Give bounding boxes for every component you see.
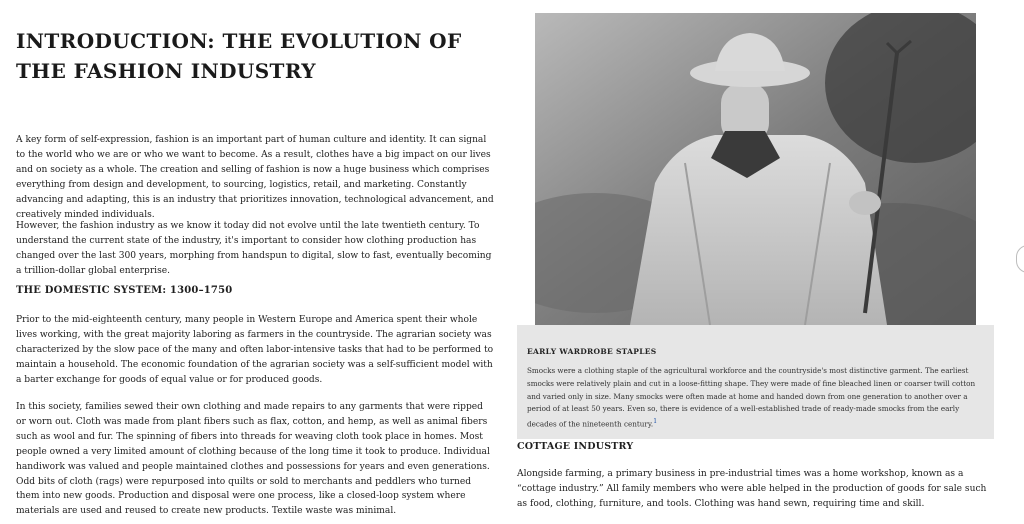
cottage-paragraph-text: Alongside farming, a primary business in pre-industrial times was a home workshop, known as a “cottage industry.” All family members who were able helped in the production of goods for sale such as food, clothing, furniture, and tools. Clothing was hand sewn, requiring time and skill. [517, 469, 987, 509]
caption-title: EARLY WARDROBE STAPLES [527, 347, 657, 356]
domestic-paragraph-2-text: In this society, families sewed their own clothing and made repairs to any garments that were ripped or worn out. Cloth was made from plant fibers such as flax, cotton, and hemp, as well as animal fibers such as wool and fur. The spinning of fibers into threads for weaving cloth took place in homes. Most people owned a very limited amount of clothing because of the long time it took to produce. Individual handiwork was valued and people maintained clothes and possessions for years and even generations. Odd bits of cloth (rags) were repurposed into quilts or sold to merchants and peddlers who turned them into new goods. Production and disposal were one process, like a closed-loop system where materials are used and reused to create new products. Textile waste was minimal. [16, 402, 490, 517]
domestic-system-heading: THE DOMESTIC SYSTEM: 1300–1750 [16, 285, 233, 296]
photo-illustration [535, 13, 976, 325]
intro-paragraph-1 [16, 133, 494, 222]
historical-photo-farmer-in-smock [535, 13, 976, 325]
page-title [16, 26, 494, 86]
caption-text [527, 365, 979, 431]
cottage-paragraph [517, 467, 995, 512]
caption-text-body: Smocks were a clothing staple of the agricultural workforce and the countryside's most distinctive garment. The earliest smocks were relatively plain and cut in a loose-fitting shape. They were made of fine bleached linen or coarser twill cotton and varied only in size. Many smocks were often made at home and handed down from one generation to another over a period of at least 50 years. Even so, there is evidence of a well-established trade of ready-made smocks from the early decades of the nineteenth century. [527, 366, 976, 429]
title-line-2: THE FASHION INDUSTRY [16, 59, 316, 83]
title-line-1: INTRODUCTION: THE EVOLUTION OF [16, 29, 462, 53]
caption-box [517, 325, 994, 439]
intro-paragraph-2 [16, 219, 494, 279]
domestic-paragraph-1 [16, 313, 494, 388]
intro-paragraph-1-text: A key form of self-expression, fashion is an important part of human culture and identity. It can signal to the world who we are or who we want to become. As a result, clothes have a big impact on our lives and on society as a whole. The creation and selling of fashion is now a huge business which comprises everything from design and development, to sourcing, logistics, retail, and marketing. Constantly advancing and adapting, this is an industry that prioritizes innovation, technological advancement, and creatively minded individuals. [16, 135, 494, 220]
domestic-paragraph-1-text: Prior to the mid-eighteenth century, many people in Western Europe and America spent their whole lives working, with the great majority laboring as farmers in the countryside. The agrarian society was characterized by the slow pace of the many and often labor-intensive tasks that had to be performed to maintain a household. The economic foundation of the agrarian society was a self-sufficient model with a barter exchange for goods of equal value or for produced goods. [16, 315, 494, 385]
domestic-paragraph-2 [16, 400, 494, 519]
next-page-handle[interactable] [1016, 245, 1024, 273]
intro-paragraph-2-text: However, the fashion industry as we know it today did not evolve until the late twentieth century. To understand the current state of the industry, it's important to consider how clothing production has changed over the last 300 years, morphing from handspun to digital, slow to fast, eventually becoming a trillion-dollar global enterprise. [16, 221, 492, 276]
cottage-industry-heading: COTTAGE INDUSTRY [517, 441, 634, 452]
footnote-link[interactable]: 1 [653, 418, 658, 426]
